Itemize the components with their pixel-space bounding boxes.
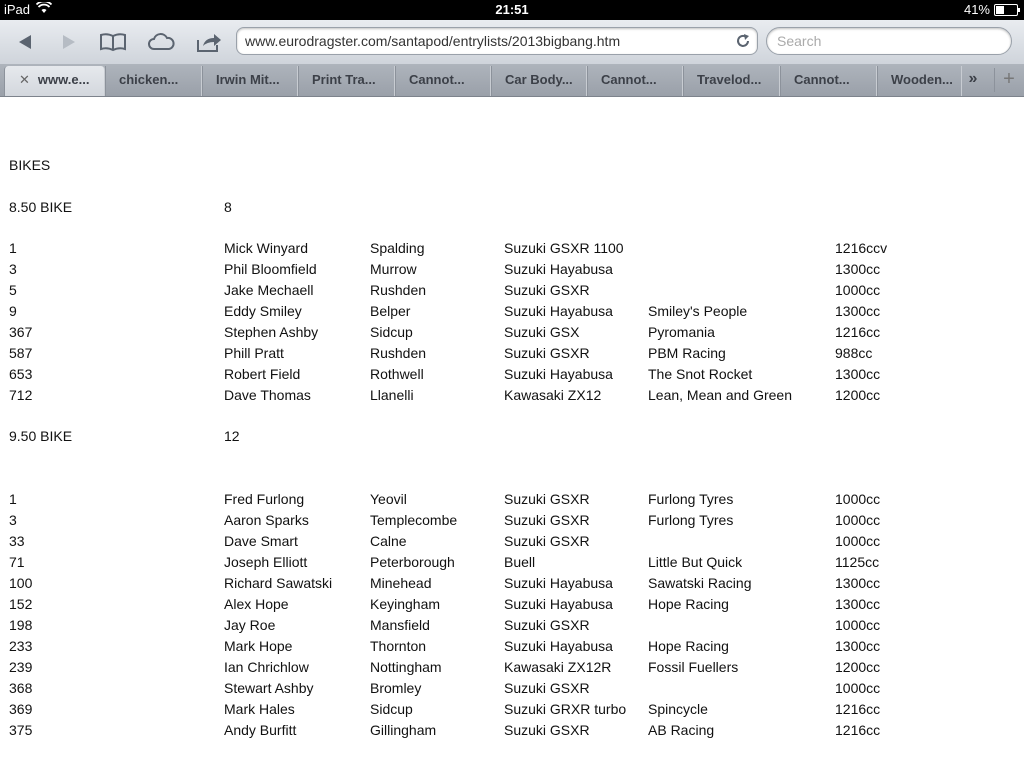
engine-size: 1216cc (835, 324, 881, 340)
entry-number: 3 (9, 261, 17, 277)
entry-number: 1 (9, 240, 17, 256)
engine-size: 1125cc (835, 554, 880, 570)
rider-name: Joseph Elliott (224, 554, 308, 570)
status-bar (0, 0, 1024, 20)
class-name: 9.50 BIKE (9, 428, 73, 444)
rider-name: Stewart Ashby (224, 680, 314, 696)
search-field[interactable] (766, 27, 1012, 55)
rider-town: Peterborough (370, 554, 455, 570)
engine-size: 1300cc (835, 596, 881, 612)
tab-label: www.e... (37, 72, 90, 87)
rider-town: Keyingham (370, 596, 441, 612)
rider-town: Sidcup (370, 324, 413, 340)
rider-name: Eddy Smiley (224, 303, 302, 319)
entry-number: 3 (9, 512, 17, 528)
bike-model: Kawasaki ZX12 (504, 387, 602, 403)
battery-percent: 41% (963, 2, 990, 17)
rider-town: Minehead (370, 575, 432, 591)
rider-town: Rushden (370, 282, 427, 298)
tab-label: Wooden... (891, 72, 953, 87)
team-name: AB Racing (648, 722, 715, 738)
tab-label: Cannot... (409, 72, 465, 87)
bike-model: Suzuki Hayabusa (504, 575, 613, 591)
entry-number: 1 (9, 491, 17, 507)
new-tab-plus-icon[interactable]: + (994, 68, 1023, 92)
team-name: Lean, Mean and Green (648, 387, 792, 403)
entry-number: 233 (9, 638, 33, 654)
team-name: Pyromania (648, 324, 715, 340)
engine-size: 1216cc (835, 701, 881, 717)
bike-model: Suzuki GSXR (504, 680, 590, 696)
rider-town: Rothwell (370, 366, 424, 382)
team-name: Smiley's People (648, 303, 748, 319)
team-name: Fossil Fuellers (648, 659, 739, 675)
back-button[interactable] (10, 28, 40, 56)
bike-model: Suzuki GSXR 1100 (504, 240, 624, 256)
tab-8[interactable] (780, 66, 877, 96)
tab-label: Travelod... (697, 72, 762, 87)
engine-size: 1000cc (835, 491, 881, 507)
entry-number: 367 (9, 324, 33, 340)
engine-size: 1000cc (835, 680, 881, 696)
team-name: PBM Racing (648, 345, 726, 361)
rider-town: Llanelli (370, 387, 414, 403)
cloud-icon (147, 32, 175, 52)
team-name: Hope Racing (648, 596, 729, 612)
page-content (0, 96, 1024, 768)
bike-model: Suzuki GSXR (504, 722, 590, 738)
bike-model: Suzuki Hayabusa (504, 596, 613, 612)
bike-model: Suzuki GRXR turbo (504, 701, 627, 717)
rider-town: Thornton (370, 638, 427, 654)
team-name: Furlong Tyres (648, 512, 734, 528)
rider-town: Yeovil (370, 491, 407, 507)
entry-number: 33 (9, 533, 25, 549)
url-text: www.eurodragster.com/santapod/entrylists/2013bigbang.htm (245, 33, 621, 49)
rider-name: Mark Hope (224, 638, 293, 654)
entry-number: 369 (9, 701, 33, 717)
team-name: Furlong Tyres (648, 491, 734, 507)
bike-model: Buell (504, 554, 536, 570)
rider-town: Bromley (370, 680, 422, 696)
tab-9[interactable] (877, 66, 962, 96)
share-icon (195, 31, 223, 53)
tab-5[interactable] (491, 66, 587, 96)
address-bar[interactable] (236, 27, 758, 55)
section-heading: BIKES (9, 157, 51, 173)
rider-town: Mansfield (370, 617, 430, 633)
reload-icon[interactable] (735, 33, 751, 52)
engine-size: 1000cc (835, 617, 881, 633)
engine-size: 1300cc (835, 575, 881, 591)
bike-model: Suzuki GSX (504, 324, 580, 340)
rider-name: Mick Winyard (224, 240, 309, 256)
rider-name: Jay Roe (224, 617, 276, 633)
class-name: 8.50 BIKE (9, 199, 73, 215)
bike-model: Suzuki GSXR (504, 533, 590, 549)
bike-model: Kawasaki ZX12R (504, 659, 612, 675)
entry-number: 239 (9, 659, 33, 675)
tab-7[interactable] (683, 66, 780, 96)
tab-label: chicken... (119, 72, 179, 87)
rider-town: Gillingham (370, 722, 437, 738)
team-name: Hope Racing (648, 638, 729, 654)
tab-2[interactable] (202, 66, 298, 96)
rider-name: Phill Pratt (224, 345, 284, 361)
tab-label: Cannot... (794, 72, 850, 87)
engine-size: 1000cc (835, 533, 881, 549)
rider-name: Ian Chrichlow (224, 659, 309, 675)
book-icon (99, 32, 127, 52)
battery-icon (994, 4, 1018, 16)
entry-number: 5 (9, 282, 17, 298)
bike-model: Suzuki GSXR (504, 491, 590, 507)
rider-town: Murrow (370, 261, 417, 277)
tab-1[interactable] (105, 66, 202, 96)
entry-number: 198 (9, 617, 33, 633)
entry-number: 375 (9, 722, 33, 738)
bike-model: Suzuki GSXR (504, 512, 590, 528)
rider-name: Aaron Sparks (224, 512, 309, 528)
rider-name: Dave Thomas (224, 387, 311, 403)
tab-label: Irwin Mit... (216, 72, 280, 87)
entry-number: 712 (9, 387, 33, 403)
bookmarks-button[interactable] (98, 28, 128, 56)
bike-model: Suzuki GSXR (504, 345, 590, 361)
tab-3[interactable] (298, 66, 395, 96)
class-count: 8 (224, 199, 232, 215)
bike-model: Suzuki Hayabusa (504, 303, 613, 319)
share-button[interactable] (194, 28, 224, 56)
engine-size: 988cc (835, 345, 873, 361)
entry-number: 368 (9, 680, 33, 696)
rider-name: Phil Bloomfield (224, 261, 317, 277)
rider-town: Belper (370, 303, 411, 319)
engine-size: 1000cc (835, 282, 881, 298)
bike-model: Suzuki GSXR (504, 282, 590, 298)
forward-button[interactable] (54, 28, 84, 56)
tab-bar (0, 64, 1024, 97)
engine-size: 1300cc (835, 638, 881, 654)
rider-name: Stephen Ashby (224, 324, 319, 340)
rider-town: Nottingham (370, 659, 442, 675)
rider-name: Mark Hales (224, 701, 295, 717)
rider-name: Richard Sawatski (224, 575, 333, 591)
rider-name: Jake Mechaell (224, 282, 314, 298)
bike-model: Suzuki GSXR (504, 617, 590, 633)
icloud-tabs-button[interactable] (146, 28, 176, 56)
team-name: Little But Quick (648, 554, 743, 570)
rider-town: Calne (370, 533, 407, 549)
device-label: iPad (4, 2, 31, 17)
engine-size: 1200cc (835, 659, 881, 675)
rider-name: Alex Hope (224, 596, 289, 612)
browser-toolbar (0, 20, 1024, 65)
rider-town: Spalding (370, 240, 425, 256)
tab-0[interactable] (4, 66, 105, 96)
engine-size: 1300cc (835, 366, 881, 382)
forward-arrow-icon (59, 33, 79, 51)
entry-number: 71 (9, 554, 25, 570)
entry-number: 100 (9, 575, 33, 591)
entry-number: 9 (9, 303, 17, 319)
team-name: Spincycle (648, 701, 708, 717)
tab-6[interactable] (587, 66, 683, 96)
entry-number: 587 (9, 345, 33, 361)
engine-size: 1300cc (835, 303, 881, 319)
rider-name: Dave Smart (224, 533, 298, 549)
bike-model: Suzuki Hayabusa (504, 638, 613, 654)
engine-size: 1000cc (835, 512, 881, 528)
rider-town: Rushden (370, 345, 427, 361)
rider-town: Sidcup (370, 701, 413, 717)
tab-label: Cannot... (601, 72, 657, 87)
entry-number: 653 (9, 366, 33, 382)
engine-size: 1216cc (835, 722, 881, 738)
more-tabs-chevron-icon[interactable]: » (968, 70, 978, 87)
rider-name: Fred Furlong (224, 491, 305, 507)
engine-size: 1200cc (835, 387, 881, 403)
team-name: The Snot Rocket (648, 366, 753, 382)
bike-model: Suzuki Hayabusa (504, 366, 613, 382)
rider-name: Robert Field (224, 366, 301, 382)
bike-model: Suzuki Hayabusa (504, 261, 613, 277)
search-placeholder: Search (777, 33, 822, 49)
class-count: 12 (224, 428, 240, 444)
back-arrow-icon (15, 33, 35, 51)
team-name: Sawatski Racing (648, 575, 752, 591)
engine-size: 1216ccv (835, 240, 888, 256)
clock: 21:51 (495, 2, 529, 17)
close-tab-icon[interactable]: ✕ (19, 72, 30, 87)
tab-4[interactable] (395, 66, 491, 96)
tab-label: Print Tra... (312, 72, 376, 87)
tab-label: Car Body... (505, 72, 573, 87)
rider-town: Templecombe (370, 512, 458, 528)
engine-size: 1300cc (835, 261, 881, 277)
rider-name: Andy Burfitt (224, 722, 297, 738)
entry-number: 152 (9, 596, 33, 612)
